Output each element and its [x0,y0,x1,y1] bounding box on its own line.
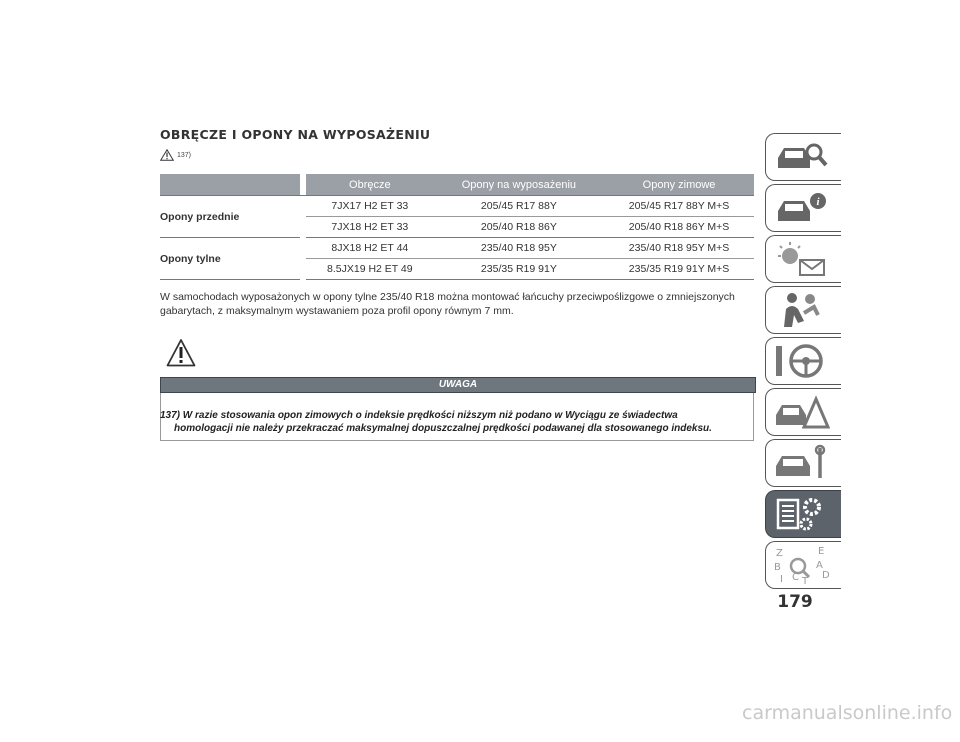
steering-wheel-icon [774,342,830,380]
warning-note-line: 137) W razie stosowania opon zimowych o indeksie prędkości niższym niż podano w Wyciągu ze świadectwa [160,410,678,421]
tab-technical-data[interactable] [765,490,841,538]
table-cell: 7JX18 H2 ET 33 [306,217,434,238]
index-letter: C [792,572,799,583]
alphabet-index-icon [774,546,830,584]
reference-number: 137) [177,151,192,159]
warning-note-line: homologacji nie należy przekraczać maksymalnej dopuszczalnej prędkości podawanej dla stosowanego indeksu. [174,423,712,434]
table-cell: 235/40 R18 95Y [480,242,557,254]
table-row [160,238,754,259]
index-letter: B [774,562,781,573]
warning-triangle-icon [160,149,174,161]
technical-data-gear-icon [774,495,830,533]
tab-safety[interactable] [765,286,841,334]
table-header-rims: Obręcze [306,174,434,196]
table-header-winter-tires: Opony zimowe [604,174,754,196]
warning-note [160,409,750,435]
car-warning-triangle-icon [774,393,830,431]
car-search-icon [774,138,830,176]
warning-triangle-icon [166,338,196,368]
index-letter: Z [776,548,783,559]
table-row [160,196,754,217]
paragraph-line: gabarytach, z maksymalnym wystawaniem poza profil opony równym 7 mm. [160,305,514,317]
car-info-icon [774,189,830,227]
warning-lights-message-icon [774,240,830,278]
row-label-front: Opony przednie [160,196,300,238]
warning-heading-bar: UWAGA [160,377,756,393]
table-cell: 8JX18 H2 ET 44 [331,242,409,254]
tab-car-info[interactable] [765,184,841,232]
tab-warning-lights[interactable] [765,235,841,283]
table-header-blank [160,174,300,196]
table-cell: 205/40 R18 86Y [434,217,604,238]
tab-steering-wheel[interactable] [765,337,841,385]
snow-chains-paragraph [160,290,760,318]
watermark: carmanualsonline.info [742,702,953,724]
svg-text:i: i [816,196,820,208]
row-label-rear: Opony tylne [160,238,300,280]
wheels-tires-table [160,174,754,280]
table-header-standard-tires: Opony na wyposażeniu [434,174,604,196]
table-cell: 205/45 R17 88Y [434,196,604,217]
table-cell: 235/35 R19 91Y M+S [604,259,754,280]
tab-maintenance[interactable] [765,439,841,487]
index-letter: I [780,574,783,584]
tab-index[interactable] [765,541,841,589]
table-header-row [160,174,754,196]
table-cell: 8.5JX19 H2 ET 49 [306,259,434,280]
index-letter: E [818,546,825,557]
index-letter: A [816,560,823,571]
car-wrench-icon [774,444,830,482]
tab-emergency[interactable] [765,388,841,436]
index-letter: D [822,570,830,581]
page-title: OBRĘCZE I OPONY NA WYPOSAŻENIU [160,127,431,142]
table-cell: 235/40 R18 95Y M+S [628,242,730,254]
index-letter: T [802,576,809,584]
reference-note [160,147,191,163]
table-cell: 7JX17 H2 ET 33 [306,196,434,217]
person-airbag-icon [774,291,830,329]
page-number: 179 [777,592,813,612]
table-cell: 205/45 R17 88Y M+S [604,196,754,217]
table-cell: 205/40 R18 86Y M+S [604,217,754,238]
paragraph-line: W samochodach wyposażonych w opony tylne 235/40 R18 można montować łańcuchy przeciwpoślizgowe o zmniejszonych [160,291,735,303]
tab-car-search[interactable] [765,133,841,181]
table-cell: 235/35 R19 91Y [434,259,604,280]
